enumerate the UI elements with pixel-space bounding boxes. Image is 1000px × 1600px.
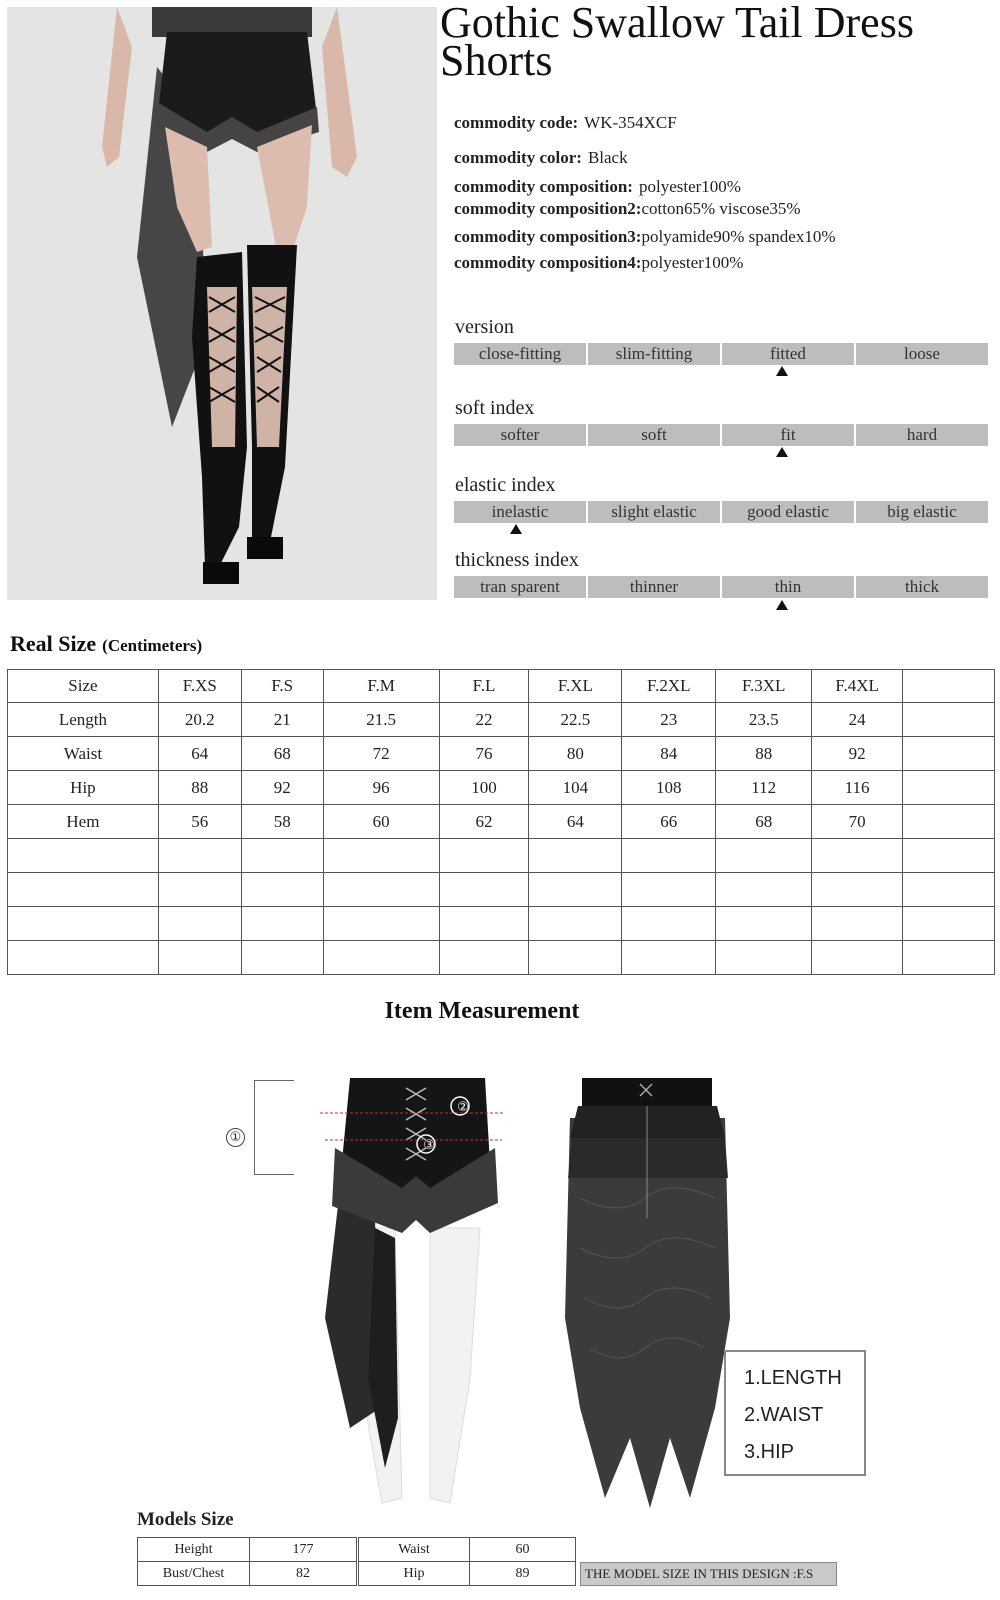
table-cell: 22.5 [529,703,622,737]
table-row-empty [8,839,995,873]
model-size-note: THE MODEL SIZE IN THIS DESIGN :F.S [580,1562,837,1586]
version-option: close-fitting [454,343,586,365]
soft-index-scale [454,424,988,446]
table-cell: 22 [439,703,529,737]
table-cell: 21 [241,703,323,737]
elastic-index-selected-marker [510,524,522,534]
version-option-selected: fitted [722,343,854,365]
header-cell: F.XS [158,670,241,703]
table-cell: 112 [716,771,812,805]
header-cell: Size [8,670,159,703]
spec-composition-2 [454,199,801,219]
spec-value: polyamide90% spandex10% [641,227,836,246]
table-cell: 72 [323,737,439,771]
product-title: Gothic Swallow Tail Dress Shorts [440,0,914,85]
model-measure-label: Height [138,1538,250,1562]
thickness-index-option: thick [856,576,988,598]
elastic-index-option: big elastic [856,501,988,523]
length-bracket [254,1080,294,1175]
spec-label: commodity color: [454,148,582,167]
model-measure-label: Hip [359,1562,470,1586]
table-row-empty [8,907,995,941]
spec-composition [454,177,741,197]
table-row [359,1562,576,1586]
table-row-hip [8,771,995,805]
soft-index-option: softer [454,424,586,446]
header-cell: F.3XL [716,670,812,703]
table-cell: 68 [241,737,323,771]
table-cell: Waist [8,737,159,771]
header-cell: F.S [241,670,323,703]
legend-hip: 3.HIP [744,1441,795,1463]
table-row [138,1538,357,1562]
header-cell: F.M [323,670,439,703]
spec-composition-3 [454,227,836,247]
table-cell: 21.5 [323,703,439,737]
table-cell: 64 [158,737,241,771]
table-cell: 24 [812,703,903,737]
soft-index-selected-marker [776,447,788,457]
table-row-hem [8,805,995,839]
table-cell [903,805,995,839]
models-size-table-right [358,1537,576,1586]
header-cell: F.4XL [812,670,903,703]
table-cell: 20.2 [158,703,241,737]
table-cell [903,703,995,737]
soft-index-option-selected: fit [722,424,854,446]
spec-value: polyester100% [641,253,744,272]
table-row-empty [8,873,995,907]
table-cell: 60 [323,805,439,839]
header-cell: F.2XL [622,670,716,703]
spec-label: commodity composition: [454,177,633,196]
version-option: slim-fitting [588,343,720,365]
thickness-index-scale [454,576,988,598]
model-photo-illustration [7,7,437,600]
hip-marker: ③ [423,1138,435,1153]
table-cell: 88 [716,737,812,771]
version-label: version [455,316,514,338]
product-photo [7,7,437,600]
table-cell: 56 [158,805,241,839]
spec-label: commodity composition4: [454,253,642,272]
spec-value: polyester100% [638,177,741,196]
table-cell: 116 [812,771,903,805]
table-row [359,1538,576,1562]
version-scale [454,343,988,365]
table-cell: 76 [439,737,529,771]
table-cell: 80 [529,737,622,771]
real-size-heading: Real Size [10,631,97,656]
soft-index-option: soft [588,424,720,446]
table-cell: 108 [622,771,716,805]
measurement-legend [724,1350,866,1476]
table-cell [903,737,995,771]
thickness-index-selected-marker [776,600,788,610]
garment-front-view [320,1078,510,1508]
table-cell: 68 [716,805,812,839]
thickness-index-option-selected: thin [722,576,854,598]
elastic-index-option: slight elastic [588,501,720,523]
model-measure-value: 177 [250,1538,357,1562]
spec-label: commodity code: [454,113,579,132]
soft-index-label: soft index [455,397,535,419]
item-measurement-title: Item Measurement [384,998,580,1024]
table-row [138,1562,357,1586]
version-selected-marker [776,366,788,376]
soft-index-option: hard [856,424,988,446]
table-cell: 92 [241,771,323,805]
models-size-title: Models Size [137,1509,234,1530]
elastic-index-scale [454,501,988,523]
real-size-title [10,631,202,657]
model-measure-value: 82 [250,1562,357,1586]
table-cell: 96 [323,771,439,805]
spec-value: WK-354XCF [584,113,677,132]
table-row-empty [8,941,995,975]
spec-label: commodity composition3: [454,227,642,246]
spec-composition-4 [454,253,743,273]
table-cell: 100 [439,771,529,805]
table-cell: 62 [439,805,529,839]
elastic-index-option-selected: inelastic [454,501,586,523]
spec-commodity-color [454,148,628,168]
thickness-index-option: thinner [588,576,720,598]
real-size-unit: (Centimeters) [102,636,203,655]
table-cell: 64 [529,805,622,839]
models-size-table-left [137,1537,357,1586]
model-measure-label: Waist [359,1538,470,1562]
model-measure-label: Bust/Chest [138,1562,250,1586]
table-cell: 66 [622,805,716,839]
table-cell: 58 [241,805,323,839]
legend-length: 1.LENGTH [744,1367,842,1389]
spec-commodity-code [454,113,677,133]
elastic-index-label: elastic index [455,474,556,496]
model-measure-value: 89 [470,1562,576,1586]
table-row-length [8,703,995,737]
spec-value: Black [587,148,628,167]
spec-label: commodity composition2: [454,199,642,218]
table-cell: 70 [812,805,903,839]
garment-back-view [560,1078,735,1508]
table-cell: Hem [8,805,159,839]
spec-value: cotton65% viscose35% [641,199,801,218]
header-cell: F.XL [529,670,622,703]
table-cell [903,771,995,805]
table-cell: 23.5 [716,703,812,737]
table-cell: 84 [622,737,716,771]
version-option: loose [856,343,988,365]
table-cell: Hip [8,771,159,805]
table-row-waist [8,737,995,771]
thickness-index-option: tran sparent [454,576,586,598]
table-header-row [8,670,995,703]
real-size-table [7,669,995,975]
table-cell: 88 [158,771,241,805]
table-cell: 92 [812,737,903,771]
waist-marker: ② [457,1100,469,1115]
table-cell: 23 [622,703,716,737]
elastic-index-option: good elastic [722,501,854,523]
header-cell [903,670,995,703]
table-cell: 104 [529,771,622,805]
length-marker: ① [226,1128,245,1147]
table-cell: Length [8,703,159,737]
model-measure-value: 60 [470,1538,576,1562]
legend-waist: 2.WAIST [744,1404,824,1426]
header-cell: F.L [439,670,529,703]
thickness-index-label: thickness index [455,549,579,571]
